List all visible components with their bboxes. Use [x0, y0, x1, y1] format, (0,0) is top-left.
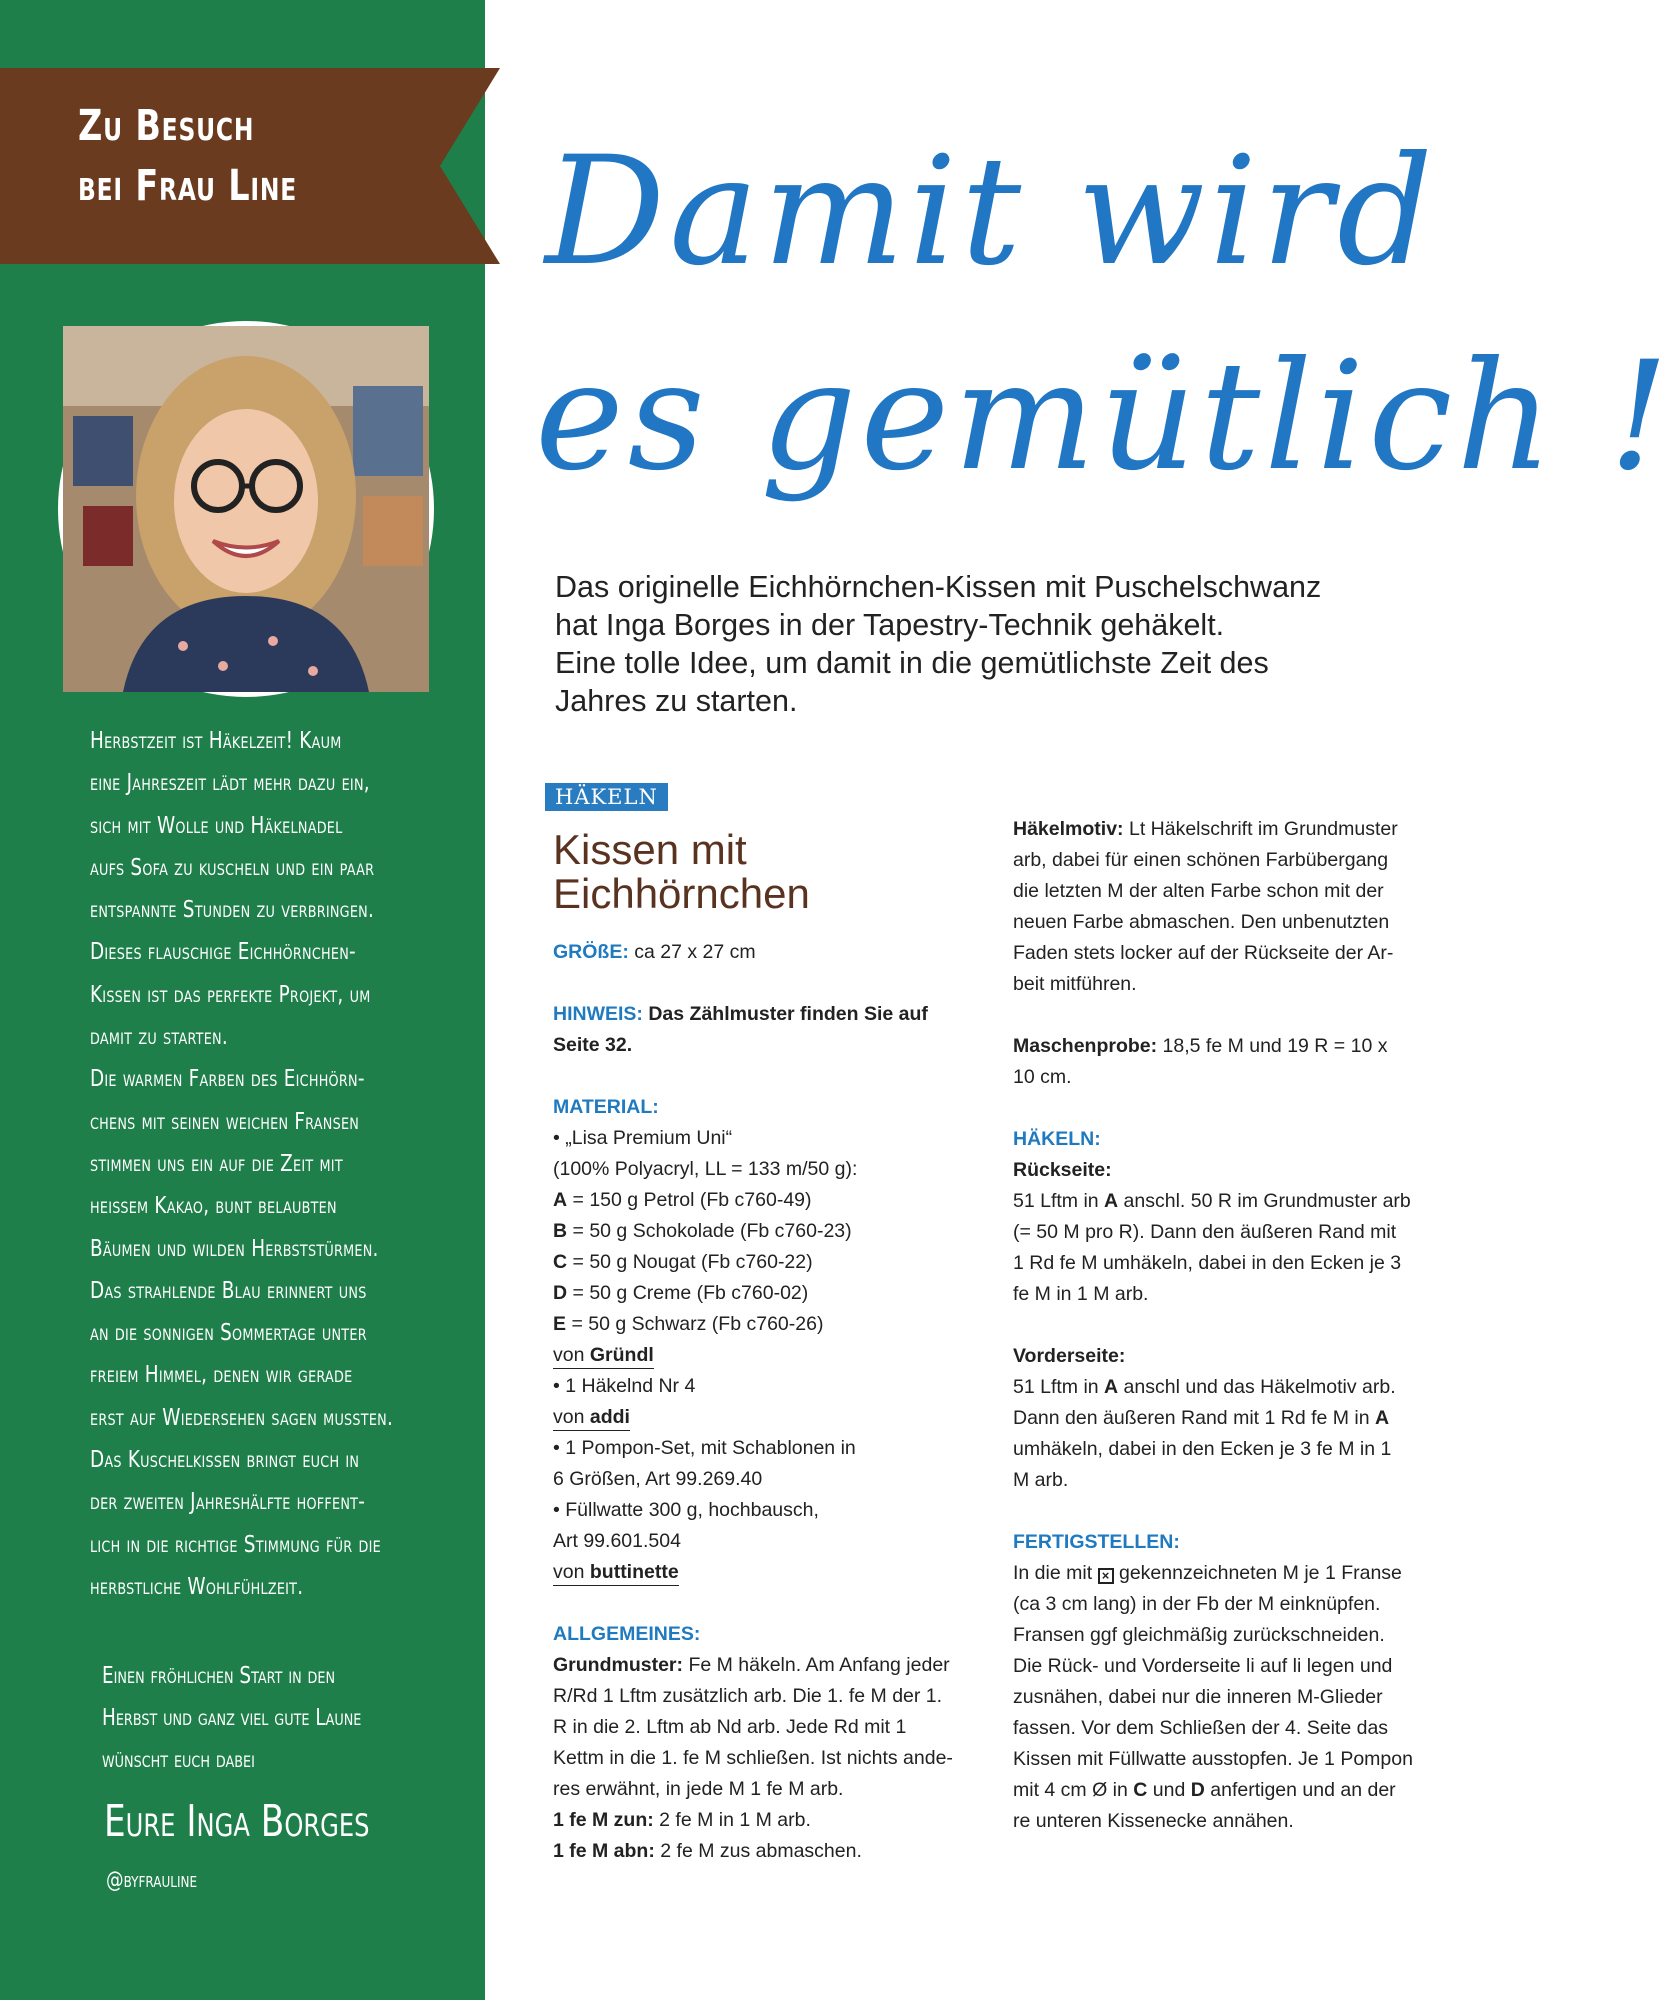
fringe-symbol-icon: ×	[1098, 1568, 1114, 1584]
greeting-line: Herbst und ganz viel gute Laune	[102, 1705, 362, 1731]
intro-line: Jahres zu starten.	[555, 684, 798, 718]
basic-pattern-text: Fe M häkeln. Am Anfang jeder	[688, 1654, 950, 1676]
supplier-gruendl	[553, 1342, 654, 1369]
color-row	[553, 1216, 983, 1247]
filling-item: • Füllwatte 300 g, hochbausch,	[553, 1499, 819, 1521]
material-label: MATERIAL:	[553, 1096, 659, 1118]
greeting-line: Einen fröhlichen Start in den	[102, 1663, 336, 1689]
basic-pattern-line: res erwähnt, in jede M 1 fe M arb.	[553, 1778, 844, 1800]
motif-line: arb, dabei für einen schönen Farbübergang	[1013, 849, 1389, 871]
text-part: 51 Lftm in	[1013, 1190, 1105, 1212]
banner-line-2: bei Frau Line	[78, 161, 297, 211]
front-label: Vorderseite:	[1013, 1345, 1126, 1367]
hint-text: Das Zählmuster finden Sie auf	[648, 1003, 928, 1025]
sidebar-line: Kissen ist das perfekte Projekt, um	[90, 981, 371, 1008]
banner-title	[78, 96, 297, 216]
intro-line: hat Inga Borges in der Tapestry-Technik gehäkelt.	[555, 608, 1225, 642]
general-label: ALLGEMEINES:	[553, 1623, 701, 1645]
sidebar-line: sich mit Wolle und Häkelnadel	[90, 812, 343, 839]
back-line: (= 50 M pro R). Dann den äußeren Rand mit	[1013, 1221, 1397, 1243]
text-part: anfertigen und an der	[1204, 1779, 1396, 1801]
headline-line-1: Damit wird	[545, 125, 1437, 299]
color-text: = 50 g Creme (Fb c760-02)	[572, 1282, 809, 1304]
needle-item: • 1 Häkelnd Nr 4	[553, 1375, 696, 1397]
gauge-text-2: 10 cm.	[1013, 1066, 1072, 1088]
color-text: = 50 g Schwarz (Fb c760-26)	[571, 1313, 824, 1335]
hint-label: HINWEIS:	[553, 1003, 643, 1025]
pattern-title	[553, 828, 810, 916]
filling-item-2: Art 99.601.504	[553, 1530, 681, 1552]
front-line: M arb.	[1013, 1469, 1069, 1491]
title-line-2: Eichhörnchen	[553, 870, 810, 917]
finish-line: (ca 3 cm lang) in der Fb der M einknüpfen.	[1013, 1593, 1381, 1615]
back-label: Rückseite:	[1013, 1159, 1112, 1181]
basic-pattern-line: Kettm in die 1. fe M schließen. Ist nichts ande-	[553, 1747, 953, 1769]
supplier-brand: addi	[589, 1406, 630, 1428]
finish-line: fassen. Vor dem Schließen der 4. Seite das	[1013, 1717, 1389, 1739]
color-row	[553, 1185, 983, 1216]
front-line	[1013, 1372, 1453, 1403]
color-row	[553, 1278, 983, 1309]
sidebar-line: heißem Kakao, bunt belaubten	[90, 1193, 337, 1220]
text-part: gekennzeichneten M je 1 Franse	[1118, 1562, 1402, 1584]
sidebar-line: freiem Himmel, denen wir gerade	[90, 1362, 353, 1389]
intro-paragraph	[555, 568, 1435, 720]
finish-line	[1013, 1775, 1453, 1806]
color-row	[553, 1247, 983, 1278]
instructions-column-1	[553, 937, 983, 1867]
color-text: = 50 g Nougat (Fb c760-22)	[572, 1251, 813, 1273]
basic-pattern-line: R in die 2. Lftm ab Nd arb. Jede Rd mit 1	[553, 1716, 907, 1738]
intro-line: Das originelle Eichhörnchen-Kissen mit Puschelschwanz	[555, 570, 1322, 604]
greeting-line: wünscht euch dabei	[102, 1747, 255, 1773]
sidebar-line: Das Kuschelkissen bringt euch in	[90, 1447, 360, 1474]
hint-text-2: Seite 32.	[553, 1034, 633, 1056]
color-key: C	[553, 1251, 568, 1273]
supplier-buttinette	[553, 1559, 679, 1586]
supplier-prefix: von	[553, 1344, 585, 1366]
sidebar-line: stimmen uns ein auf die Zeit mit	[90, 1150, 343, 1177]
supplier-brand: buttinette	[589, 1561, 679, 1583]
sidebar-line: entspannte Stunden zu verbringen.	[90, 897, 375, 924]
finish-line: Die Rück- und Vorderseite li auf li legen und	[1013, 1655, 1393, 1677]
sidebar-line: eine Jahreszeit lädt mehr dazu ein,	[90, 770, 370, 797]
title-line-1: Kissen mit	[553, 826, 747, 873]
motif-line: neuen Farbe abmaschen. Den unbenutzten	[1013, 911, 1390, 933]
page-headline	[535, 110, 1673, 520]
supplier-brand: Gründl	[589, 1344, 654, 1366]
decrease-text: 2 fe M zus abmaschen.	[660, 1840, 862, 1862]
yarn-detail: (100% Polyacryl, LL = 133 m/50 g):	[553, 1158, 858, 1180]
headline-line-2: es gemütlich !	[535, 330, 1673, 504]
front-line: umhäkeln, dabei in den Ecken je 3 fe M in 1	[1013, 1438, 1392, 1460]
sidebar-line: aufs Sofa zu kuscheln und ein paar	[90, 854, 375, 881]
size-label: GRÖßE:	[553, 941, 629, 963]
motif-text: Lt Häkelschrift im Grundmuster	[1128, 818, 1398, 840]
color-key: A	[1104, 1376, 1119, 1398]
sidebar-line: Dieses flauschige Eichhörnchen-	[90, 939, 356, 966]
sidebar-line: an die sonnigen Sommertage unter	[90, 1320, 367, 1347]
color-text: = 50 g Schokolade (Fb c760-23)	[572, 1220, 852, 1242]
sidebar-line: Herbstzeit ist Häkelzeit! Kaum	[90, 728, 342, 754]
text-part: anschl und das Häkelmotiv arb.	[1118, 1376, 1396, 1398]
finish-line	[1013, 1558, 1453, 1589]
color-key: D	[553, 1282, 568, 1304]
sidebar-intro-text	[90, 720, 402, 1608]
color-key: E	[553, 1313, 567, 1335]
supplier-prefix: von	[553, 1406, 585, 1428]
pompon-item-2: 6 Größen, Art 99.269.40	[553, 1468, 763, 1490]
author-handle: @byfrauline	[106, 1868, 198, 1893]
size-value: ca 27 x 27 cm	[634, 941, 756, 963]
category-tag: HÄKELN	[545, 783, 668, 811]
sidebar-line: erst auf Wiedersehen sagen mussten.	[90, 1404, 394, 1431]
front-line	[1013, 1403, 1453, 1434]
crochet-label: HÄKELN:	[1013, 1128, 1101, 1150]
color-key: A	[1104, 1190, 1119, 1212]
finish-line: Kissen mit Füllwatte ausstopfen. Je 1 Pompon	[1013, 1748, 1413, 1770]
color-key: B	[553, 1220, 568, 1242]
author-signature: Eure Inga Borges	[104, 1796, 370, 1847]
author-portrait	[58, 321, 434, 697]
sidebar-line: chens mit seinen weichen Fransen	[90, 1108, 360, 1135]
basic-pattern-line: R/Rd 1 Lftm zusätzlich arb. Die 1. fe M der 1.	[553, 1685, 943, 1707]
color-key: A	[553, 1189, 568, 1211]
supplier-prefix: von	[553, 1561, 585, 1583]
back-line: fe M in 1 M arb.	[1013, 1283, 1149, 1305]
gauge-label: Maschenprobe:	[1013, 1035, 1158, 1057]
back-line	[1013, 1186, 1453, 1217]
finish-line: Fransen ggf gleichmäßig zurückschneiden.	[1013, 1624, 1385, 1646]
yarn-name: • „Lisa Premium Uni“	[553, 1127, 733, 1149]
color-key: C	[1133, 1779, 1148, 1801]
sidebar-line: der zweiten Jahreshälfte hoffent-	[90, 1489, 366, 1516]
color-text: = 150 g Petrol (Fb c760-49)	[572, 1189, 812, 1211]
sidebar-line: Die warmen Farben des Eichhörn-	[90, 1066, 365, 1093]
motif-line: beit mitführen.	[1013, 973, 1137, 995]
motif-line: die letzten M der alten Farbe schon mit der	[1013, 880, 1384, 902]
sidebar-line: herbstliche Wohlfühlzeit.	[90, 1573, 304, 1600]
instructions-column-2	[1013, 814, 1453, 1837]
text-part: und	[1147, 1779, 1191, 1801]
portrait-illustration	[63, 326, 429, 692]
increase-text: 2 fe M in 1 M arb.	[659, 1809, 811, 1831]
supplier-addi	[553, 1404, 630, 1431]
banner-line-1: Zu Besuch	[78, 101, 255, 151]
text-part: anschl. 50 R im Grundmuster arb	[1118, 1190, 1411, 1212]
intro-line: Eine tolle Idee, um damit in die gemütlichste Zeit des	[555, 646, 1269, 680]
color-row	[553, 1309, 983, 1340]
finish-line: re unteren Kissenecke annähen.	[1013, 1810, 1294, 1832]
text-part: Dann den äußeren Rand mit 1 Rd fe M in	[1013, 1407, 1376, 1429]
ribbon-banner	[0, 68, 525, 264]
color-key: D	[1190, 1779, 1205, 1801]
decrease-label: 1 fe M abn:	[553, 1840, 655, 1862]
increase-label: 1 fe M zun:	[553, 1809, 654, 1831]
motif-line: Faden stets locker auf der Rückseite der Ar-	[1013, 942, 1394, 964]
motif-label: Häkelmotiv:	[1013, 818, 1124, 840]
basic-pattern-label: Grundmuster:	[553, 1654, 684, 1676]
back-line: 1 Rd fe M umhäkeln, dabei in den Ecken je 3	[1013, 1252, 1402, 1274]
text-part: In die mit	[1013, 1562, 1093, 1584]
finish-line: zusnähen, dabei nur die inneren M-Glieder	[1013, 1686, 1383, 1708]
sidebar-greeting	[102, 1655, 361, 1781]
text-part: 51 Lftm in	[1013, 1376, 1105, 1398]
color-key: A	[1375, 1407, 1390, 1429]
pompon-item: • 1 Pompon-Set, mit Schablonen in	[553, 1437, 856, 1459]
sidebar-line: damit zu starten.	[90, 1024, 228, 1051]
gauge-text: 18,5 fe M und 19 R = 10 x	[1162, 1035, 1388, 1057]
sidebar-line: lich in die richtige Stimmung für die	[90, 1531, 381, 1558]
sidebar-line: Das strahlende Blau erinnert uns	[90, 1277, 367, 1304]
finish-label: FERTIGSTELLEN:	[1013, 1531, 1180, 1553]
sidebar-line: Bäumen und wilden Herbststürmen.	[90, 1235, 379, 1262]
text-part: mit 4 cm Ø in	[1013, 1779, 1134, 1801]
